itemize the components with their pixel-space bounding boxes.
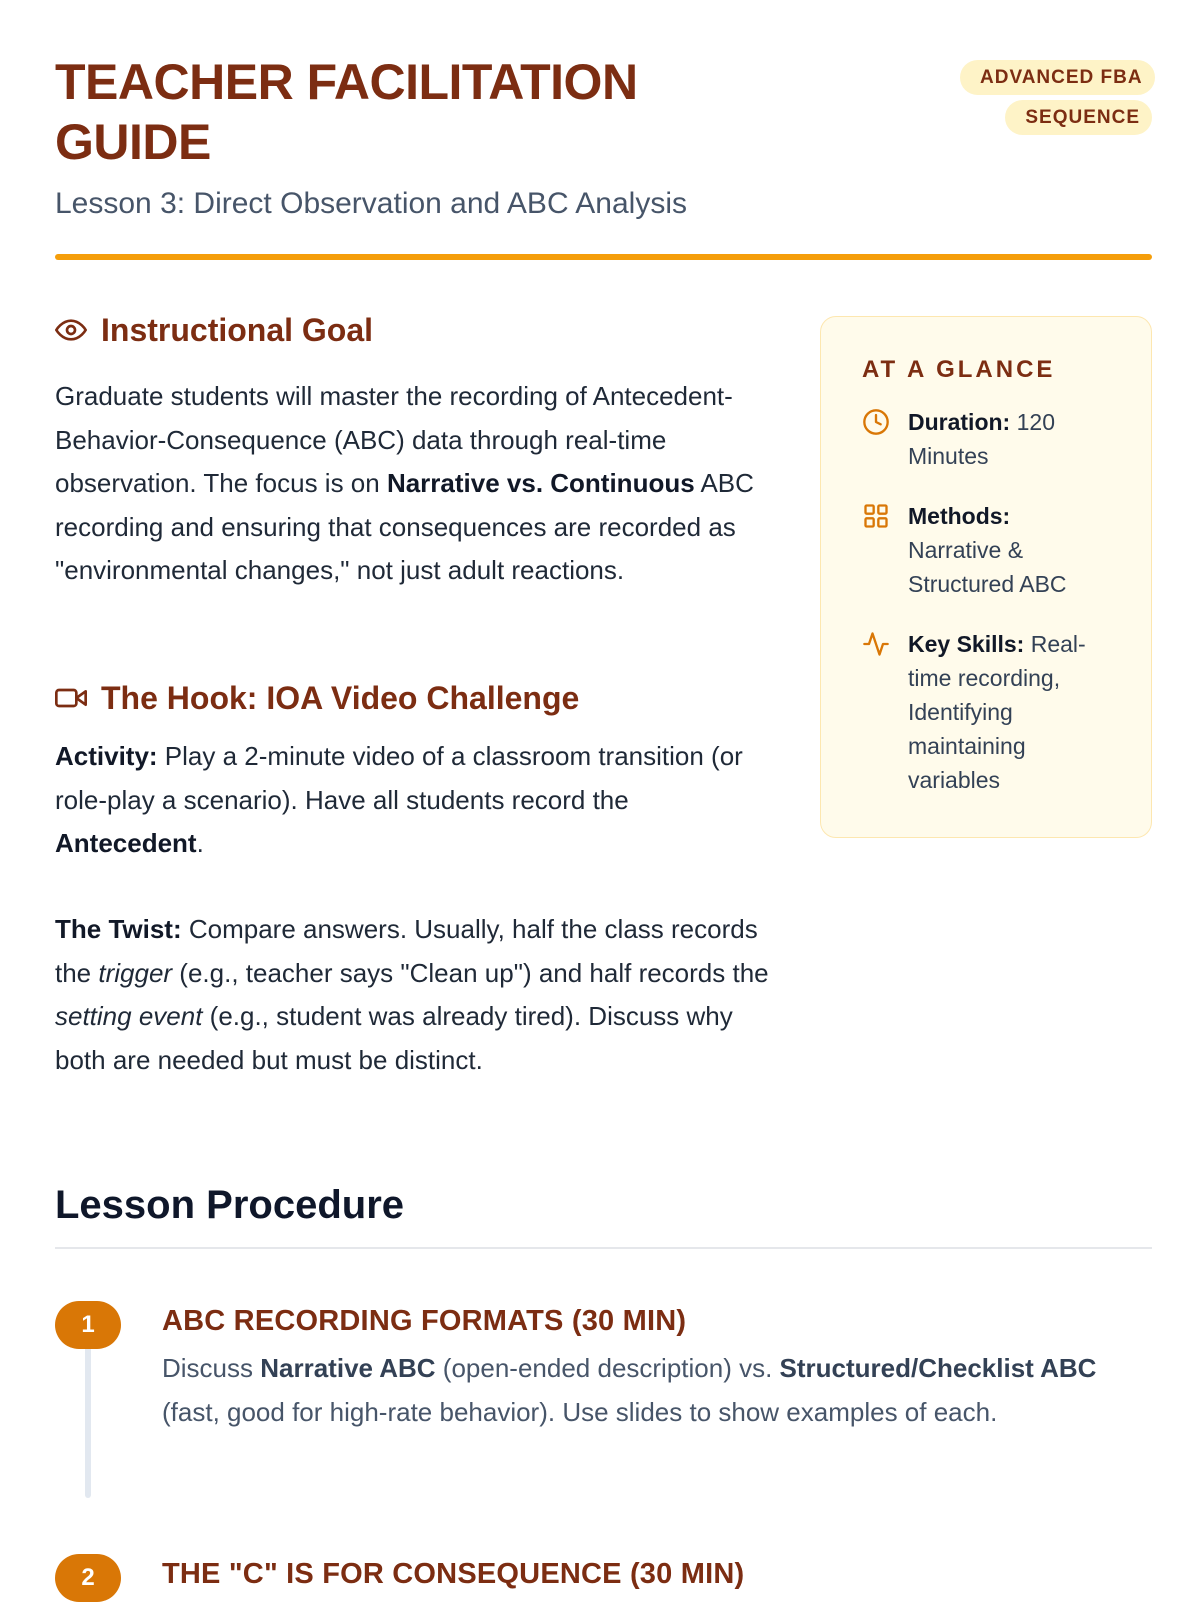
hook-heading: The Hook: IOA Video Challenge [55,678,579,718]
glance-methods: Methods: Narrative & Structured ABC [862,499,1111,601]
goal-text: Graduate students will master the recording of Antecedent-Behavior-Consequence (ABC) data through real-time observation. The focus is on Narrative vs. Continuous ABC recording and ensuring that consequences are recorded as "environmental changes," not just adult reactions. [55,381,754,585]
hook-twist-text: The Twist: Compare answers. Usually, half the class records the trigger (e.g., teacher says "Clean up") and half records the setting event (e.g., student was already tired). Discuss why both are needed but must be distinct. [55,914,769,1075]
activity-pulse-icon [862,630,890,658]
step-number-badge: 2 [55,1554,121,1602]
sequence-badge: ADVANCED FBA SEQUENCE [960,58,1152,138]
step-description: Discuss Narrative ABC (open-ended description) vs. Structured/Checklist ABC (fast, good for high-rate behavior). Use slides to show examples of each. [162,1353,1097,1427]
header-divider [55,254,1152,260]
at-a-glance-card [820,316,1152,838]
clock-icon [862,408,890,436]
eye-icon [55,314,87,346]
step-title: THE "C" IS FOR CONSEQUENCE (30 MIN) [162,1558,745,1590]
glance-title: AT A GLANCE [862,356,1056,383]
step-title: ABC RECORDING FORMATS (30 MIN) [162,1305,687,1337]
step-number-badge: 1 [55,1301,121,1349]
grid-icon [862,502,890,530]
procedure-divider [55,1247,1152,1249]
glance-key-skills: Key Skills: Real-time recording, Identifying maintaining variables [862,627,1111,797]
glance-duration: Duration: 120 Minutes [862,405,1111,473]
page-title: TEACHER FACILITATION GUIDE [55,54,638,170]
lesson-subtitle: Lesson 3: Direct Observation and ABC Analysis [55,187,687,220]
video-camera-icon [55,682,87,714]
step-connector [85,1330,91,1498]
goal-heading: Instructional Goal [55,310,373,350]
hook-activity-text: Activity: Play a 2-minute video of a classroom transition (or role-play a scenario). Have all students record the Antecedent. [55,741,743,858]
procedure-title: Lesson Procedure [55,1183,405,1227]
